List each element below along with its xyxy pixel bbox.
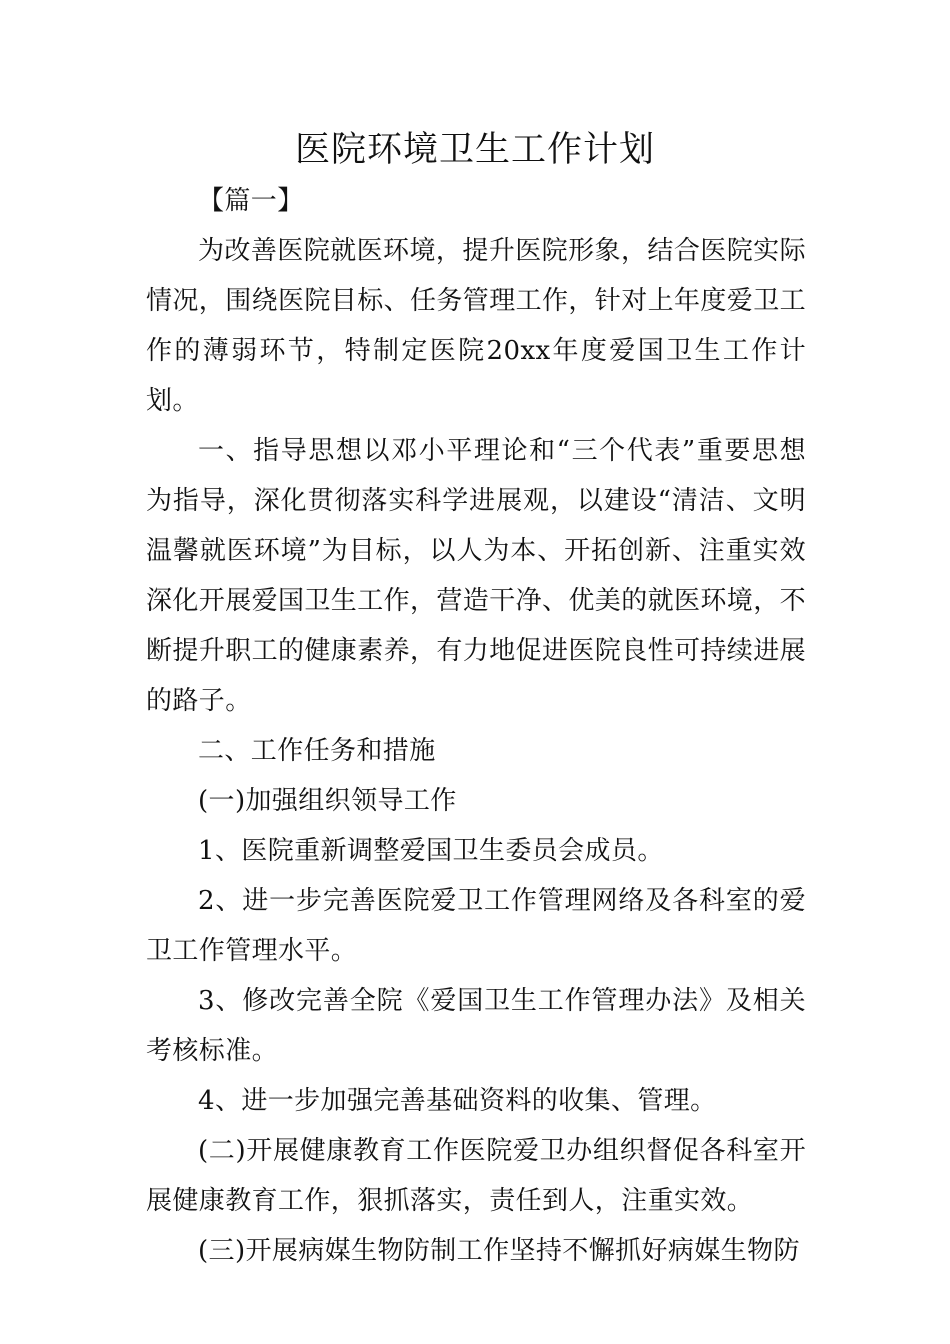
section-mark: 【篇一】 [198, 186, 304, 216]
subheading-vector-control: (三)开展病媒生物防制工作坚持不懈抓好病媒生物防 [198, 1236, 800, 1266]
list-item-1: 1、医院重新调整爱国卫生委员会成员。 [198, 836, 664, 866]
subheading-health-education: (二)开展健康教育工作医院爱卫办组织督促各科室开展健康教育工作，狠抓落实，责任到人，注重实效。 [146, 1136, 806, 1216]
list-item-4: 4、进一步加强完善基础资料的收集、管理。 [198, 1086, 717, 1116]
heading-tasks-measures: 二、工作任务和措施 [198, 736, 436, 766]
paragraph-guiding-ideology: 一、指导思想以邓小平理论和“三个代表”重要思想为指导，深化贯彻落实科学进展观，以建设“清洁、文明温馨就医环境”为目标，以人为本、开拓创新、注重实效深化开展爱国卫生工作，营造干净、优美的就医环境，不断提升职工的健康素养，有力地促进医院良性可持续进展的路子。 [146, 436, 807, 716]
list-item-2: 2、进一步完善医院爱卫工作管理网络及各科室的爱卫工作管理水平。 [146, 886, 806, 966]
document-title: 医院环境卫生工作计划 [294, 130, 655, 170]
subheading-organization: (一)加强组织领导工作 [198, 786, 457, 816]
document-body [146, 176, 806, 1276]
paragraph-intro: 为改善医院就医环境，提升医院形象，结合医院实际情况，围绕医院目标、任务管理工作，针对上年度爱卫工作的薄弱环节，特制定医院20xx年度爱国卫生工作计划。 [146, 236, 807, 416]
list-item-3: 3、修改完善全院《爱国卫生工作管理办法》及相关考核标准。 [146, 986, 806, 1066]
